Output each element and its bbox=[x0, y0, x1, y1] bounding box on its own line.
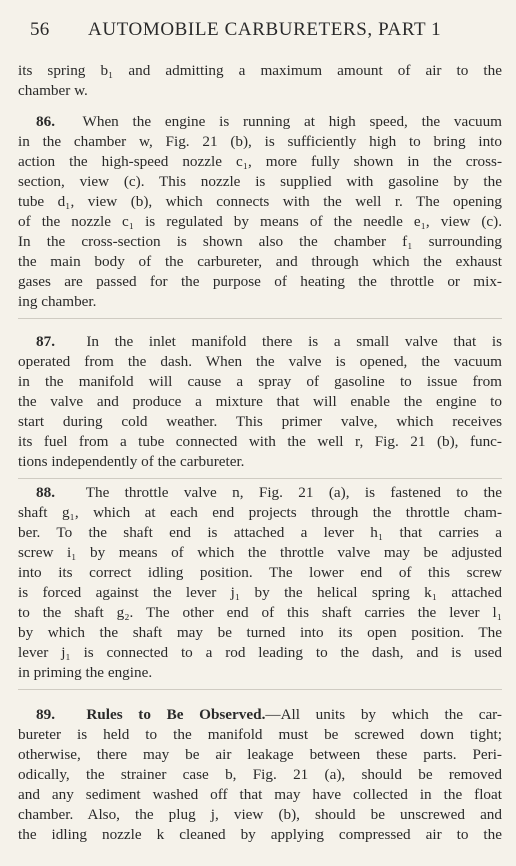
paragraph-number: 88. bbox=[36, 484, 55, 501]
text-line: 86. When the engine is running at high speed, the vacuum bbox=[36, 113, 502, 130]
text-line: of the nozzle c₁ is regulated by means of the needle e₁, view (c). bbox=[18, 213, 502, 230]
text-line: the main body of the carbureter, and through which the exhaust bbox=[18, 253, 502, 270]
text-line: and any sediment washed off that may have collected in the float bbox=[18, 786, 502, 803]
text-line: is forced against the lever j₁ by the helical spring k₁ attached bbox=[18, 584, 502, 601]
text-line: 88. The throttle valve n, Fig. 21 (a), is fastened to the bbox=[36, 484, 503, 501]
text-line: to the shaft g₂. The other end of this shaft carries the lever l₁ bbox=[18, 604, 502, 621]
paragraph-88 bbox=[18, 483, 502, 690]
section-heading: Rules to Be Observed. bbox=[86, 706, 266, 723]
text-line: ing chamber. bbox=[18, 293, 97, 310]
text-line: tions independently of the carbureter. bbox=[18, 453, 245, 470]
text-line: chamber w. bbox=[18, 82, 88, 99]
text-line: odically, the strainer case b, Fig. 21 (a), should be removed bbox=[18, 766, 502, 783]
text-line: its spring b₁ and admitting a maximum amount of air to the bbox=[18, 62, 502, 79]
text-line: start during cold weather. This primer valve, which receives bbox=[18, 413, 502, 430]
text-line: ber. To the shaft end is attached a lever h₁ that carries a bbox=[18, 524, 502, 541]
text-line: in the chamber w, Fig. 21 (b), is sufficiently high to bring into bbox=[18, 133, 502, 150]
text-line: in priming the engine. bbox=[18, 664, 153, 681]
paragraph-89 bbox=[18, 705, 502, 845]
paragraph-number: 87. bbox=[36, 333, 55, 350]
text-line: the valve and produce a mixture that will enable the engine to bbox=[18, 393, 502, 410]
page-number: 56 bbox=[30, 19, 50, 40]
text-line: 89. Rules to Be Observed.—All units by which the car- bbox=[36, 706, 502, 723]
text-line: screw i₁ by means of which the throttle valve may be adjusted bbox=[18, 544, 502, 561]
text-line: operated from the dash. When the valve is opened, the vacuum bbox=[18, 353, 502, 370]
text-line: the idling nozzle k cleaned by applying compressed air to the bbox=[18, 826, 502, 843]
paragraph-number: 89. bbox=[36, 706, 55, 723]
text-line: in the manifold will cause a spray of gasoline to issue from bbox=[18, 373, 502, 390]
text-line: chamber. Also, the plug j, view (b), should be unscrewed and bbox=[18, 806, 502, 823]
text-line: its fuel from a tube connected with the well r, Fig. 21 (b), func- bbox=[18, 433, 502, 450]
text-line: section, view (c). This nozzle is supplied with gasoline by the bbox=[18, 173, 502, 190]
text-line: into its correct idling position. The lower end of this screw bbox=[18, 564, 502, 581]
text-line: action the high-speed nozzle c₁, more fully shown in the cross- bbox=[18, 153, 502, 170]
text-line: by which the shaft may be turned into its open position. The bbox=[18, 624, 502, 641]
paragraph-86 bbox=[18, 112, 502, 319]
text-line: bureter is held to the manifold must be screwed down tight; bbox=[18, 726, 502, 743]
text-line: shaft g₁, which at each end projects through the throttle cham- bbox=[18, 504, 502, 521]
text-line: tube d₁, view (b), which connects with the well r. The opening bbox=[18, 193, 502, 210]
text-line: gases are passed for the purpose of heating the throttle or mix- bbox=[18, 273, 502, 290]
text-line: otherwise, there may be air leakage between these parts. Peri- bbox=[18, 746, 502, 763]
paragraph-87 bbox=[18, 332, 502, 479]
running-title: AUTOMOBILE CARBURETERS, PART 1 bbox=[88, 19, 442, 40]
text-line: In the cross-section is shown also the chamber f₁ surrounding bbox=[18, 233, 502, 250]
paragraph-number: 86. bbox=[36, 113, 55, 130]
text-line: 87. In the inlet manifold there is a small valve that is bbox=[36, 333, 502, 350]
paragraph-continuation bbox=[18, 61, 502, 101]
text-line: lever j₁ is connected to a rod leading to the dash, and is used bbox=[18, 644, 502, 661]
